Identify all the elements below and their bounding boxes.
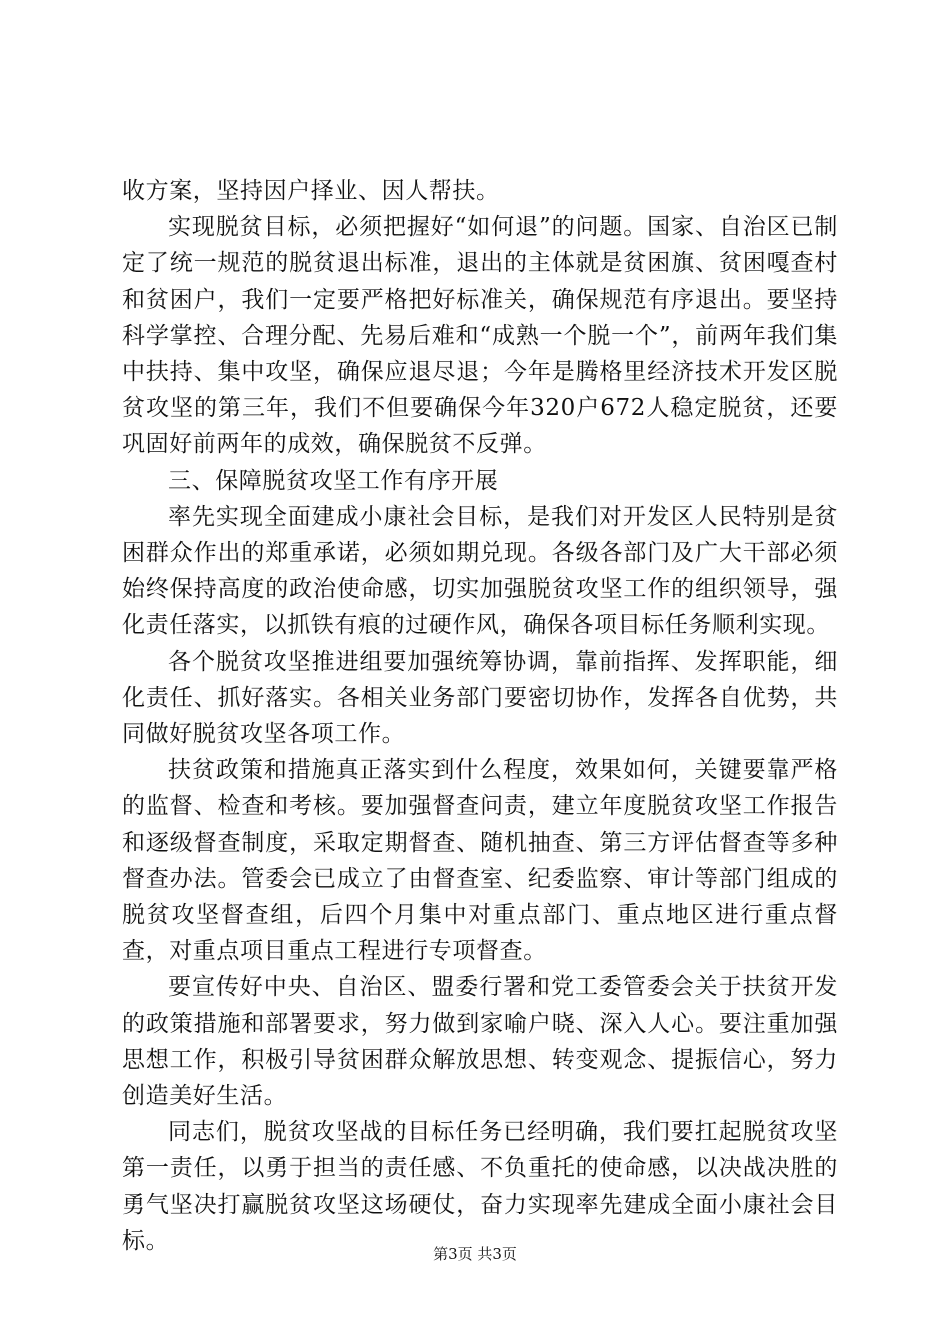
paragraph-1: 收方案，坚持因户择业、因人帮扶。 — [122, 178, 500, 204]
paragraph-2: 实现脱贫目标，必须把握好“如何退”的问题。国家、自治区已制定了统一规范的脱贫退出标准，退出的主体就是贫困旗、贫困嘎查村和贫困户，我们一定要严格把好标准关，确保规范有序退出。要坚持科学掌控、合理分配、先易后难和“成熟一个脱一个”，前两年我们集中扶持、集中攻坚，确保应退尽退；今年是腾格里经济技术开发区脱贫攻坚的第三年，我们不但要确保今年320户672人稳定脱贫，还要巩固好前两年的成效，确保脱贫不反弹。 — [122, 214, 838, 458]
paragraph-8: 同志们，脱贫攻坚战的目标任务已经明确，我们要扛起脱贫攻坚第一责任，以勇于担当的责任感、不负重托的使命感，以决战决胜的勇气坚决打赢脱贫攻坚这场硬仗，奋力实现率先建成全面小康社会目标。 — [122, 1119, 838, 1254]
paragraph-7: 要宣传好中央、自治区、盟委行署和党工委管委会关于扶贫开发的政策措施和部署要求，努力做到家喻户晓、深入人心。要注重加强思想工作，积极引导贫困群众解放思想、转变观念、提振信心，努力创造美好生活。 — [122, 974, 838, 1110]
document-body — [122, 173, 838, 1259]
paragraph-4: 率先实现全面建成小康社会目标，是我们对开发区人民特别是贫困群众作出的郑重承诺，必须如期兑现。各级各部门及广大干部必须始终保持高度的政治使命感，切实加强脱贫攻坚工作的组织领导，强化责任落实，以抓铁有痕的过硬作风，确保各项目标任务顺利实现。 — [122, 503, 838, 639]
section-heading-3: 三、保障脱贫攻坚工作有序开展 — [168, 467, 499, 494]
paragraph-5: 各个脱贫攻坚推进组要加强统筹协调，靠前指挥、发挥职能，细化责任、抓好落实。各相关业务部门要密切协作，发挥各自优势，共同做好脱贫攻坚各项工作。 — [122, 648, 838, 748]
page-footer: 第3页 共3页 — [433, 1245, 517, 1263]
paragraph-6: 扶贫政策和措施真正落实到什么程度，效果如何，关键要靠严格的监督、检查和考核。要加强督查问责，建立年度脱贫攻坚工作报告和逐级督查制度，采取定期督查、随机抽查、第三方评估督查等多种督查办法。管委会已成立了由督查室、纪委监察、审计等部门组成的脱贫攻坚督查组，后四个月集中对重点部门、重点地区进行重点督查，对重点项目重点工程进行专项督查。 — [122, 757, 838, 965]
